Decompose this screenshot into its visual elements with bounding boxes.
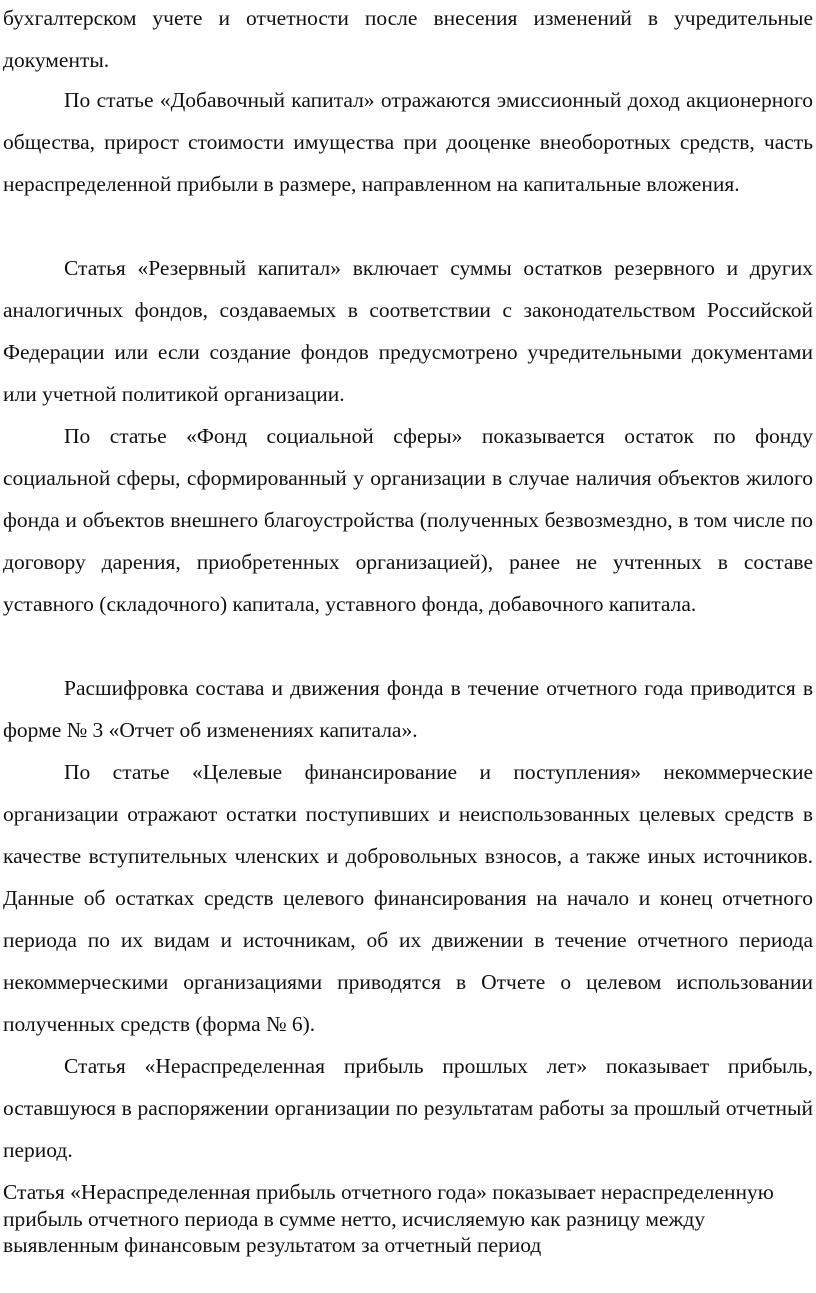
paragraph-additional-capital: По статье «Добавочный капитал» отражаются эмиссионный доход акционерного общества, прирост стоимости имущества при дооценке внеоборотных средств, часть нераспределенной прибыли в размере, направленном на капитальные вложения. [3, 88, 813, 196]
paragraph-retained-earnings-current: Статья «Нераспределенная прибыль отчетного года» показывает нераспределенную прибыль отчетного периода в сумме нетто, исчисляемую как разницу между выявленным финансовым результатом за отчетный период [3, 1180, 774, 1257]
paragraph-social-fund: По статье «Фонд социальной сферы» показывается остаток по фонду социальной сферы, сформированный у организации в случае наличия объектов жилого фонда и объектов внешнего благоустройства (полученных безвозмездно, в том числе по договору дарения, приобретенных организацией), ранее не учтенных в составе уставного (складочного) капитала, уставного фонда, добавочного капитала. [3, 424, 813, 616]
paragraph-continuation: бухгалтерском учете и отчетности после внесения изменений в учредительные документы. [3, 6, 813, 72]
paragraph-fund-breakdown: Расшифровка состава и движения фонда в течение отчетного года приводится в форме № 3 «Отчет об изменениях капитала». [3, 676, 813, 742]
paragraph-reserve-capital: Статья «Резервный капитал» включает суммы остатков резервного и других аналогичных фондов, создаваемых в соответствии с законодательством Российской Федерации или если создание фондов предусмотрено учредительными документами или учетной политикой организации. [3, 256, 813, 406]
paragraph-target-financing: По статье «Целевые финансирование и поступления» некоммерческие организации отражают остатки поступивших и неиспользованных целевых средств в качестве вступительных членских и добровольных взносов, а также иных источников. Данные об остатках средств целевого финансирования на начало и конец отчетного периода по их видам и источникам, об их движении в течение отчетного периода некоммерческими организациями приводятся в Отчете о целевом использовании полученных средств (форма № 6). [3, 760, 813, 1036]
paragraph-retained-earnings-past: Статья «Нераспределенная прибыль прошлых лет» показывает прибыль, оставшуюся в распоряжении организации по результатам работы за прошлый отчетный период. [3, 1054, 813, 1162]
